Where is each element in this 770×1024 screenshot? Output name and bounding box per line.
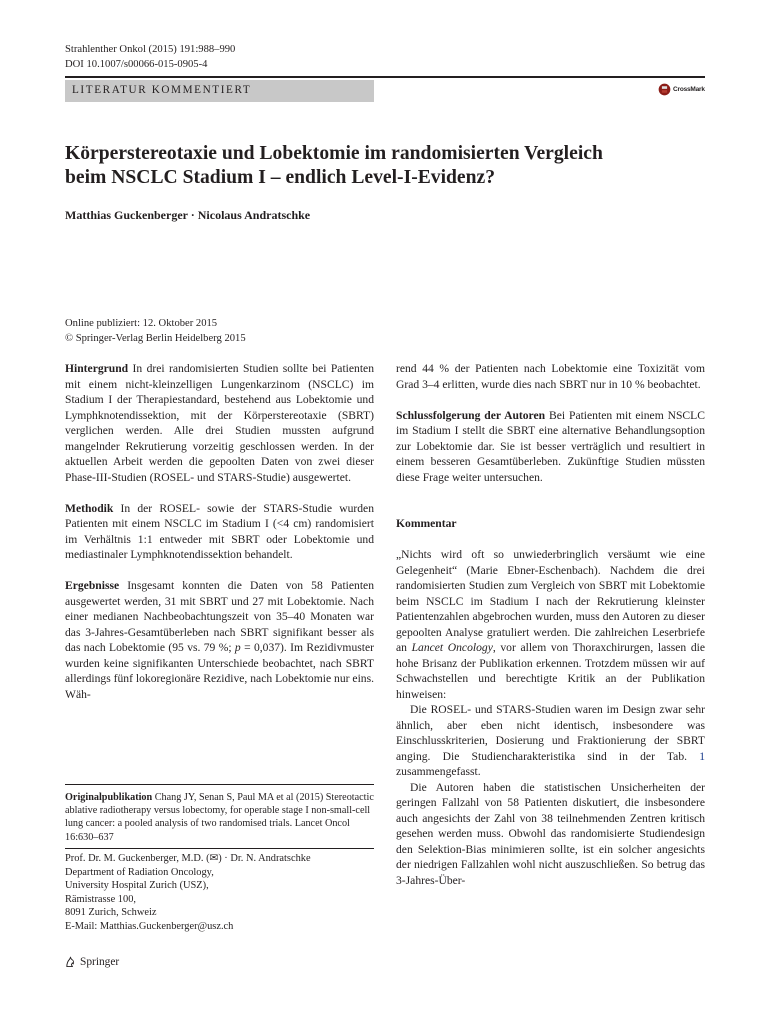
crossmark-label: CrossMark [673,85,705,93]
comment-paragraph-1 [396,547,705,702]
comment-p2-b: zusammengefasst. [396,765,481,778]
comment-p2-a: Die ROSEL- und STARS-Studien waren im Design zwar sehr ähnlich, aber eben nicht identisch, insbesondere was Einschlusskriterien, Dosierung und Fraktionierung der SBRT anging. Die Studiencharakteristika sind in der Tab. [396,703,705,763]
abstract-background [65,361,374,485]
address-rule [65,848,374,849]
results-text-a: Insgesamt konnten die Daten von 58 Patienten ausgewertet werden, 31 mit SBRT und 27 mit Lobektomie. Nach einer medianen Nachbeobachtungszeit von 35–40 Monaten war das 3-Jahres-Gesamtüberleben nach SBRT signifikant besser als das nach Lobektomie (95 vs. 79 %; [65,579,374,654]
title-line-1: Körperstereotaxie und Lobektomie im randomisierten Vergleich [65,143,603,164]
publication-info [65,316,246,346]
footnote-rule [65,784,374,785]
right-column [396,361,705,888]
address-line-1: Prof. Dr. M. Guckenberger, M.D. (✉) · Dr. N. Andratschke [65,853,311,864]
crossmark-icon [658,83,671,96]
kommentar-heading: Kommentar [396,517,457,530]
section-label: LITERATUR KOMMENTIERT [72,84,252,96]
original-publication-heading: Originalpublikation [65,792,153,803]
article-title [65,142,705,190]
lancet-oncology: Lancet Oncology [411,641,493,654]
original-publication-text: Chang JY, Senan S, Paul MA et al (2015) Stereotactic ablative radiotherapy versus lobectomy, for operable stage I non-small-cell lung cancer: a pooled analysis of two randomised trials. Lancet Oncol 16:630–637 [65,792,374,843]
doi[interactable]: DOI 10.1007/s00066-015-0905-4 [65,59,208,70]
conclusion-heading: Schlussfolgerung der Autoren [396,408,546,422]
address-line-4: Rämistrasse 100, [65,893,136,905]
abstract-results [65,578,374,702]
title-line-2: beim NSCLC Stadium I – endlich Level-I-Evidenz? [65,167,496,188]
comment-p1-b: , vor allem von Thoraxchirurgen, lassen die hohe Brisanz der Publikation erkennen. Trotzdem müssen wir auf Schwachstellen und berechtigte Kritik an der Publikation hinweisen: [396,641,706,701]
conclusion-text: Bei Patienten mit einem NSCLC im Stadium I stellt die SBRT eine alternative Behandlungsoption zur Lobektomie dar. Sie ist besser verträglich und resultiert in einem besseren Gesamtüberleben. Zukünftige Studien müssten diese Frage weiter untersuchen. [396,408,705,484]
springer-footer [65,956,119,968]
p-value-symbol: p [234,641,241,654]
methods-heading: Methodik [65,501,114,515]
correspondence-address [65,852,374,934]
springer-horse-icon [65,956,76,968]
comment-paragraph-2 [396,702,705,780]
authors: Matthias Guckenberger · Nicolaus Andratschke [65,208,311,222]
abstract-conclusion [396,408,705,486]
abstract-results-continued: rend 44 % der Patienten nach Lobektomie eine Toxizität vom Grad 3–4 erlitten, wurde dies nach SBRT nur in 10 % beobachtet. [396,362,705,391]
journal-citation: Strahlenther Onkol (2015) 191:988–990 [65,44,236,55]
header-rule [65,76,705,78]
comment-p1-a: „Nichts wird oft so unwiederbringlich versäumt wie eine Gelegenheit“ (Marie Ebner-Eschenbach). Nachdem die drei randomisierten Studien zum Vergleich von SBRT mit Lobektomie beim NSCLC im Stadium I nach der Rekrutierung kleinster Patientenzahlen abgebrochen wurden, muss den Autoren zu dieser gepoolten Analyse gratuliert werden. Die zahlreichen Leserbriefe an [396,548,705,654]
crossmark-badge[interactable] [658,82,706,96]
left-column [65,361,374,702]
address-line-2: Department of Radiation Oncology, [65,866,214,878]
methods-text: In der ROSEL- sowie der STARS-Studie wurden Patienten mit einem NSCLC im Stadium I (<4 cm) randomisiert im Verhältnis 1:1 entweder mit SBRT oder Lobektomie und mediastinaler Lymphknotendissektion behandelt. [65,501,374,561]
springer-label: Springer [80,956,120,968]
table-reference-link[interactable]: 1 [699,749,705,763]
email[interactable]: E-Mail: Matthias.Guckenberger@usz.ch [65,920,234,932]
journal-header [65,42,235,72]
copyright: © Springer-Verlag Berlin Heidelberg 2015 [65,333,246,344]
address-line-3: University Hospital Zurich (USZ), [65,880,209,892]
online-date: Online publiziert: 12. Oktober 2015 [65,318,218,329]
comment-paragraph-3: Die Autoren haben die statistischen Unsicherheiten der geringen Fallzahl von 58 Patienten diskutiert, die insbesondere auch angesichts der Zahl von 38 teilnehmenden Zentren kritisch gesehen werden muss. Obwohl das randomisierte Studiendesign den Selektion-Bias minimieren sollte, ist ein solcher angesichts der niedrigen Fallzahlen wohl nicht auszuschließen. So betrug das 3-Jahres-Über- [396,780,705,887]
results-heading: Ergebnisse [65,579,120,592]
original-publication-note [65,791,374,844]
results-text-b: = 0,037). Im Rezidivmuster wurden keine signifikanten Unterschiede beobachtet, nach SBRT allerdings fünf lokoregionäre Rezidive, nach Lobektomie nur eins. Wäh- [65,641,374,701]
address-line-5: 8091 Zurich, Schweiz [65,907,157,919]
abstract-methods [65,501,374,563]
background-heading: Hintergrund [65,362,129,375]
background-text: In drei randomisierten Studien sollte bei Patienten mit einem nicht-kleinzelligen Lungenkarzinom (NSCLC) im Stadium I der Therapiestandard, bestehend aus Lobektomie und Lymphknotendissektion, mit der Körperstereotaxie (SBRT) verglichen werden. Alle drei Studien mussten aufgrund mangelnder Rekrutierung vorzeitig geschlossen werden. In der aktuellen Arbeit werden die gepoolten Daten von zwei dieser Phase-III-Studien (ROSEL- und STARS-Studie) ausgewertet. [65,362,374,484]
